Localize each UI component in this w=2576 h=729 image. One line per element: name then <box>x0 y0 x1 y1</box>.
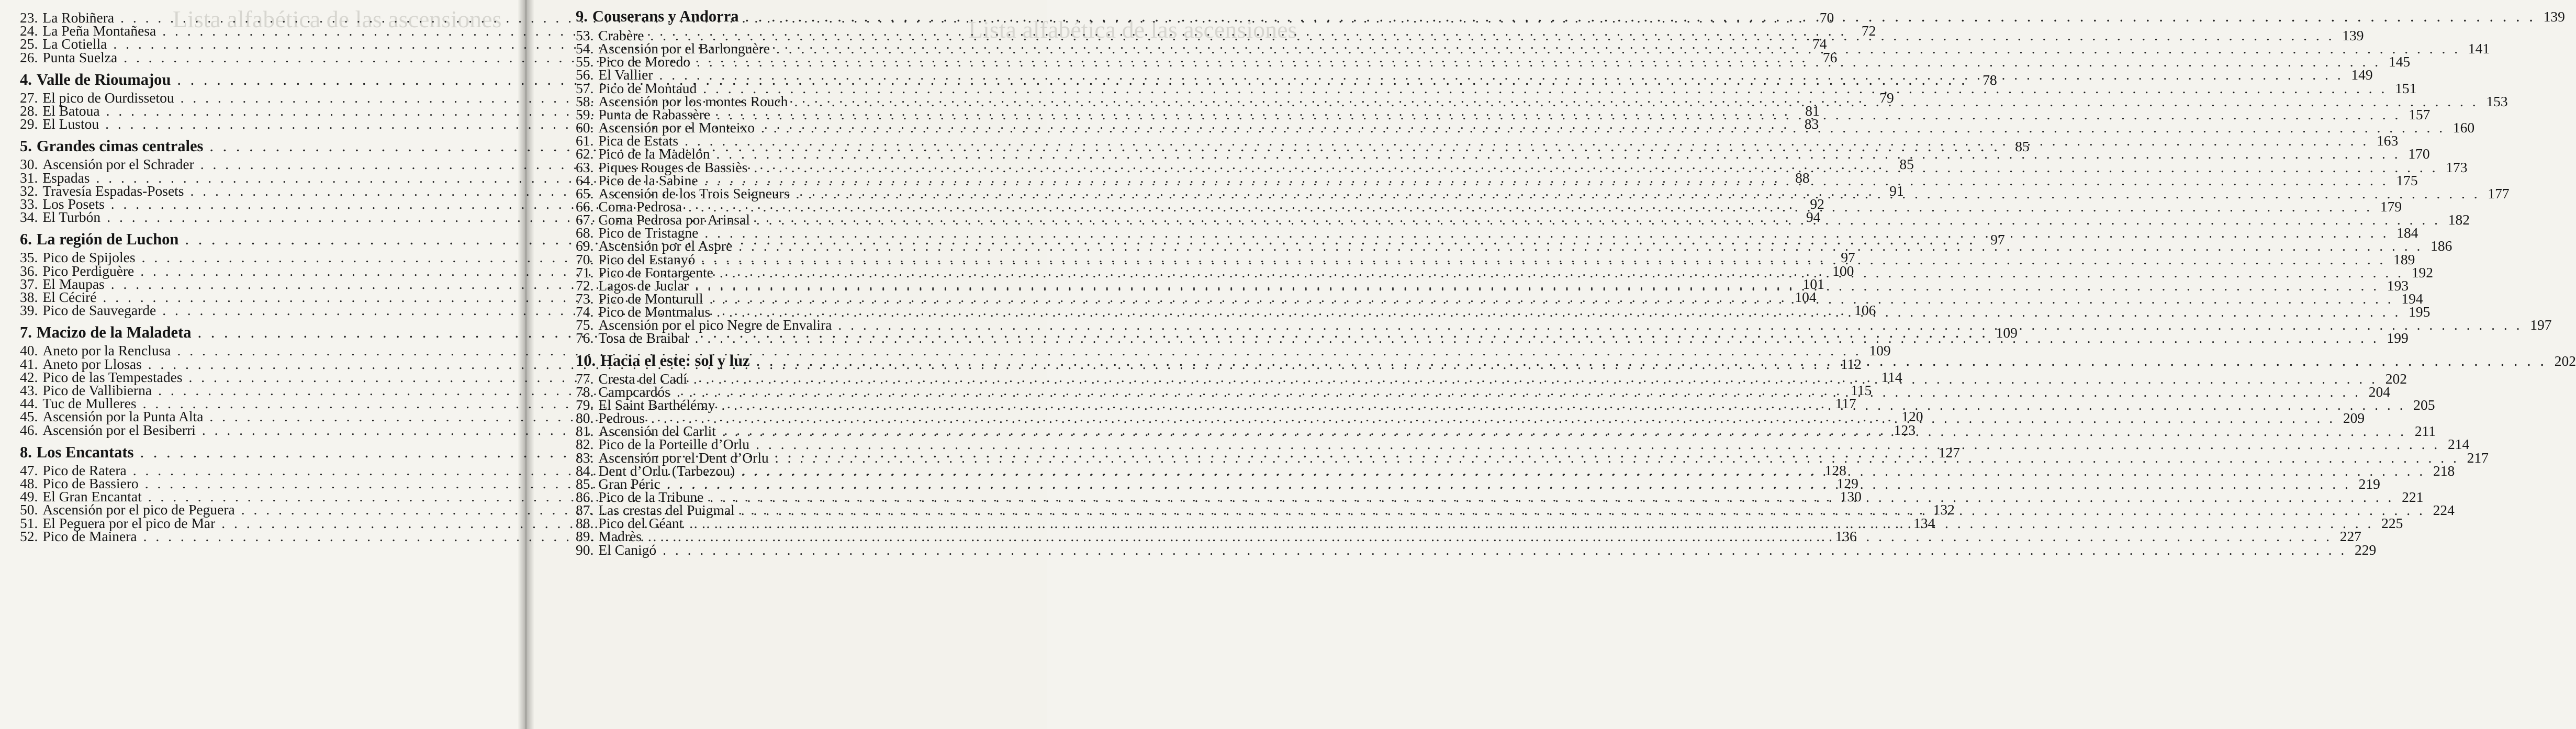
entry-page-number: 74 <box>1812 36 1827 52</box>
entry-title: Pico de Monturull <box>598 290 703 307</box>
entry-number: 45. <box>20 408 38 425</box>
entry-title: Pedrous <box>598 410 645 427</box>
entry-title: Lagos de Juclar <box>598 277 689 294</box>
dot-leader <box>663 542 2347 558</box>
entry-title: Tosa de Braibal <box>598 330 689 346</box>
entry-page-number: 130 <box>1840 488 1862 505</box>
entry-page-number: 79 <box>1879 89 1894 106</box>
entry-number: 24. <box>20 23 38 39</box>
entry-page-number: 92 <box>1810 196 1824 212</box>
entry-title: La Robiñera <box>42 9 115 26</box>
dot-leader <box>745 8 2535 24</box>
entry-number: 85. <box>576 475 594 492</box>
entry-page-number: 94 <box>1806 209 1821 226</box>
entry-number: 39. <box>20 302 38 319</box>
entry-page-number: 145 <box>2388 53 2411 70</box>
entry-title: Pico de Fontargente <box>598 264 713 281</box>
entry-page-number: 217 <box>2467 449 2489 466</box>
entry-title: Coma Pedrosa <box>598 198 682 215</box>
entry-page-number: 128 <box>1824 462 1846 478</box>
entry-title: El Batoua <box>42 103 100 119</box>
entry-page-number: 199 <box>2387 330 2409 346</box>
entry-page-number: 160 <box>2452 119 2475 136</box>
entry-page-number: 136 <box>1835 528 1857 544</box>
entry-page-number: 170 <box>2408 145 2430 162</box>
entry-page-number: 85 <box>1899 156 1914 173</box>
entry-title: Valle de Rioumajou <box>36 70 171 88</box>
entry-number: 6. <box>20 230 32 249</box>
entry-page-number: 115 <box>1851 382 1872 398</box>
entry-number: 30. <box>20 156 38 173</box>
entry-title: Aneto por la Renclusa <box>42 342 171 359</box>
entry-page-number: 114 <box>1881 368 1902 385</box>
entry-number: 66. <box>576 198 594 215</box>
entry-number: 64. <box>576 172 594 188</box>
entry-page-number: 151 <box>2395 80 2417 96</box>
dot-leader <box>756 353 2547 368</box>
entry-title: Ascensión por el Dent d’Orlu <box>598 449 769 466</box>
entry-title: Madrès <box>598 528 642 545</box>
entry-title: Pico de la Tribune <box>598 488 704 505</box>
entry-number: 8. <box>20 443 32 461</box>
entry-page-number: 153 <box>2486 93 2508 109</box>
entry-title: Piques Rouges de Bassiès <box>598 159 748 175</box>
entry-number: 89. <box>576 528 594 545</box>
entry-title: El pico de Ourdissetou <box>42 89 174 106</box>
entry-page-number: 214 <box>2447 436 2470 453</box>
entry-number: 67. <box>576 211 594 228</box>
entry-title: Pico de Montaud <box>598 80 697 96</box>
entry-page-number: 184 <box>2396 225 2418 241</box>
entry-page-number: 173 <box>2446 159 2468 175</box>
entry-number: 9. <box>576 7 588 25</box>
entry-title: Ascensión por el Barlonguère <box>598 40 770 57</box>
entry-number: 58. <box>576 93 594 109</box>
entry-title: Ascensión del Carlit <box>598 423 716 440</box>
entry-number: 62. <box>576 145 594 162</box>
entry-page-number: 195 <box>2409 304 2431 320</box>
entry-title: Los Encantats <box>36 443 134 461</box>
entry-title: Pico de Spijoles <box>42 249 136 266</box>
entry-page-number: 85 <box>2015 138 2030 155</box>
entry-number: 50. <box>20 501 38 518</box>
entry-page-number: 225 <box>2381 515 2403 532</box>
entry-page-number: 149 <box>2351 66 2373 83</box>
entry-page-number: 109 <box>1869 342 1891 359</box>
entry-title: El Lustou <box>42 116 99 132</box>
entry-page-number: 106 <box>1854 302 1876 319</box>
entry-number: 27. <box>20 89 38 106</box>
entry-title: Ascensión por el Besiberri <box>42 421 196 438</box>
entry-number: 52. <box>20 528 38 544</box>
entry-title: El Vallier <box>598 66 653 83</box>
entry-page-number: 100 <box>1832 262 1854 279</box>
entry-number: 25. <box>20 36 38 52</box>
entry-number: 63. <box>576 159 594 175</box>
entry-title: Pico de Sauvegarde <box>42 302 156 319</box>
entry-page-number: 197 <box>2530 317 2552 333</box>
entry-page-number: 104 <box>1795 289 1817 305</box>
entry-title: Macizo de la Maladeta <box>36 323 192 342</box>
entry-page-number: 202 <box>2554 352 2576 369</box>
entry-title: Ascensión por la Punta Alta <box>42 408 204 425</box>
entry-page-number: 209 <box>2343 410 2365 427</box>
entry-number: 86. <box>576 488 594 505</box>
entry-number: 78. <box>576 383 594 400</box>
entry-number: 44. <box>20 395 38 412</box>
entry-title: Pico de Ratera <box>42 462 127 478</box>
entry-title: Ascensión por el Monteixo <box>598 119 755 136</box>
entry-number: 33. <box>20 196 38 212</box>
entry-number: 4. <box>20 70 32 88</box>
entry-page-number: 139 <box>2342 27 2364 43</box>
toc-entry <box>576 541 2377 558</box>
entry-page-number: 127 <box>1938 444 1960 461</box>
entry-number: 32. <box>20 182 38 199</box>
entry-title: Crabère <box>598 27 644 43</box>
entry-page-number: 132 <box>1933 501 1955 518</box>
entry-title: Pico de Mainera <box>42 528 137 544</box>
entry-title: Couserans y Andorra <box>592 7 739 25</box>
entry-number: 56. <box>576 66 594 83</box>
entry-number: 10. <box>576 351 596 369</box>
entry-page-number: 134 <box>1913 514 1935 531</box>
entry-page-number: 139 <box>2543 8 2565 25</box>
entry-page-number: 163 <box>2377 132 2399 149</box>
entry-page-number: 97 <box>1990 231 2005 248</box>
entry-number: 71. <box>576 264 594 281</box>
entry-title: El Canigó <box>598 541 657 558</box>
entry-page-number: 157 <box>2409 106 2431 122</box>
entry-title: Pico Perdiguère <box>42 262 135 279</box>
entry-number: 40. <box>20 342 38 359</box>
entry-number: 5. <box>20 137 32 155</box>
entry-page-number: 204 <box>2368 383 2390 400</box>
entry-title: Gran Péric <box>598 475 660 492</box>
entry-number: 61. <box>576 132 594 149</box>
entry-page-number: 177 <box>2488 185 2510 201</box>
entry-title: Pico de Tristagne <box>598 225 699 241</box>
entry-page-number: 221 <box>2402 488 2424 505</box>
entry-number: 48. <box>20 475 38 491</box>
entry-title: Punta Suelza <box>42 49 118 65</box>
entry-title: La Cotiella <box>42 36 107 52</box>
entry-number: 68. <box>576 225 594 241</box>
entry-number: 59. <box>576 106 594 122</box>
entry-page-number: 202 <box>2385 370 2407 387</box>
entry-page-number: 189 <box>2393 251 2415 267</box>
entry-number: 70. <box>576 251 594 267</box>
entry-title: El Gran Encantat <box>42 488 142 505</box>
entry-page-number: 205 <box>2413 396 2435 413</box>
entry-title: Pico de Moredo <box>598 53 691 70</box>
entry-number: 53. <box>576 27 594 43</box>
entry-title: Ascensión por el Schrader <box>42 156 194 173</box>
entry-title: Aneto por Llosas <box>42 355 142 372</box>
entry-page-number: 97 <box>1841 249 1855 266</box>
entry-title: Ascensión por el Aspre <box>598 238 733 254</box>
entry-page-number: 179 <box>2380 198 2402 215</box>
entry-number: 77. <box>576 370 594 387</box>
entry-number: 23. <box>20 9 38 26</box>
entry-title: Tuc de Mulleres <box>42 395 137 412</box>
entry-title: Ascensión por el pico Negre de Envalira <box>598 317 832 333</box>
entry-number: 51. <box>20 514 38 531</box>
entry-page-number: 101 <box>1802 275 1824 292</box>
entry-number: 31. <box>20 169 38 186</box>
entry-number: 75. <box>576 317 594 333</box>
entry-title: La región de Luchon <box>36 230 179 249</box>
entry-number: 47. <box>20 462 38 478</box>
entry-number: 88. <box>576 515 594 532</box>
entry-page-number: 218 <box>2433 462 2455 479</box>
entry-page-number: 229 <box>2355 541 2377 558</box>
entry-number: 79. <box>576 396 594 413</box>
entry-title: La Peña Montañesa <box>42 23 156 39</box>
entry-page-number: 227 <box>2339 528 2361 545</box>
entry-title: Dent d’Orlu (Tarbezou) <box>598 462 735 479</box>
entry-title: El Peguera por el pico de Mar <box>42 514 216 531</box>
entry-title: Pico de la Sabine <box>598 172 698 188</box>
entry-title: Punta de Rabassère <box>598 106 711 122</box>
entry-number: 83. <box>576 449 594 466</box>
entry-page-number: 70 <box>1819 9 1834 26</box>
entry-title: Coma Pedrosa por Arinsal <box>598 211 750 228</box>
entry-number: 84. <box>576 462 594 479</box>
entry-page-number: 117 <box>1835 395 1856 412</box>
entry-number: 42. <box>20 368 38 385</box>
entry-page-number: 88 <box>1795 169 1810 186</box>
entry-page-number: 76 <box>1822 49 1838 65</box>
dot-leader <box>695 330 2379 346</box>
entry-page-number: 91 <box>1889 182 1904 199</box>
entry-title: Cresta del Cadí <box>598 370 687 387</box>
entry-number: 38. <box>20 289 38 305</box>
entry-page-number: 224 <box>2433 502 2455 519</box>
entry-page-number: 211 <box>2414 423 2436 440</box>
entry-title: Pica de Estats <box>598 132 679 149</box>
entry-title: Las crestas del Puigmal <box>598 502 735 519</box>
entry-number: 29. <box>20 116 38 132</box>
entry-number: 81. <box>576 423 594 440</box>
entry-number: 82. <box>576 436 594 453</box>
entry-number: 69. <box>576 238 594 254</box>
entry-number: 65. <box>576 185 594 201</box>
entry-number: 7. <box>20 323 32 342</box>
entry-page-number: 129 <box>1836 475 1858 491</box>
entry-title: Pico del Estanyó <box>598 251 696 267</box>
entry-number: 55. <box>576 53 594 70</box>
show-through-heading-left: Lista alfabética de las ascensiones <box>173 6 502 32</box>
entry-number: 74. <box>576 304 594 320</box>
entry-title: Travesía Espadas-Posets <box>42 182 184 199</box>
entry-number: 72. <box>576 277 594 294</box>
entry-page-number: 120 <box>1901 408 1923 425</box>
entry-number: 54. <box>576 40 594 57</box>
entry-page-number: 81 <box>1805 103 1820 119</box>
entry-title: Campcardós <box>598 383 670 400</box>
entry-page-number: 112 <box>1840 355 1862 372</box>
entry-number: 73. <box>576 290 594 307</box>
entry-page-number: 123 <box>1894 421 1916 438</box>
entry-number: 35. <box>20 249 38 266</box>
entry-number: 49. <box>20 488 38 505</box>
entry-title: Hacia el este: sol y luz <box>600 351 750 369</box>
entry-number: 76. <box>576 330 594 346</box>
entry-page-number: 141 <box>2468 40 2490 57</box>
entry-title: El Saint Barthélémy <box>598 396 715 413</box>
entry-title: El Maupas <box>42 275 105 292</box>
entry-title: Los Posets <box>42 196 105 212</box>
entry-page-number: 192 <box>2411 264 2433 281</box>
entry-page-number: 182 <box>2448 211 2470 228</box>
entry-page-number: 175 <box>2396 172 2418 188</box>
entry-page-number: 186 <box>2431 238 2452 254</box>
entry-title: Pico de la Madelón <box>598 145 710 162</box>
entry-number: 80. <box>576 410 594 427</box>
show-through-heading-right: Lista alfabética de las ascensiones <box>968 16 1297 43</box>
entry-title: Pico del Géant <box>598 515 684 532</box>
entry-title: Ascensión por el pico de Peguera <box>42 501 235 518</box>
entry-number: 87. <box>576 502 594 519</box>
entry-title: Grandes cimas centrales <box>36 137 204 155</box>
entry-page-number: 219 <box>2358 475 2380 492</box>
entry-number: 57. <box>576 80 594 96</box>
entry-page-number: 193 <box>2387 277 2409 294</box>
entry-number: 90. <box>576 541 594 558</box>
entry-title: Pico de Vallibierna <box>42 382 152 398</box>
entry-title: Pico de Bassiero <box>42 475 139 491</box>
entry-page-number: 109 <box>1996 324 2018 341</box>
entry-page-number: 83 <box>1804 116 1819 132</box>
entry-title: El Turbón <box>42 209 101 226</box>
entry-page-number: 78 <box>1983 71 1997 88</box>
entry-number: 43. <box>20 382 38 398</box>
entry-number: 60. <box>576 119 594 136</box>
entry-number: 28. <box>20 103 38 119</box>
entry-title: Ascensión por los montes Rouch <box>598 93 788 109</box>
entry-number: 37. <box>20 275 38 292</box>
entry-number: 26. <box>20 49 38 65</box>
entry-number: 46. <box>20 421 38 438</box>
entry-number: 41. <box>20 355 38 372</box>
entry-title: Ascensión de los Trois Seigneurs <box>598 185 790 201</box>
entry-title: Pico de Montmalus <box>598 304 711 320</box>
entry-title: Espadas <box>42 169 90 186</box>
entry-title: Pico de las Tempestades <box>42 368 183 385</box>
entry-title: Pico de la Porteille d’Orlu <box>598 436 750 453</box>
entry-title: El Céciré <box>42 289 97 305</box>
entry-number: 34. <box>20 209 38 226</box>
entry-number: 36. <box>20 262 38 279</box>
entry-page-number: 72 <box>1861 23 1876 39</box>
entry-page-number: 194 <box>2401 290 2423 307</box>
